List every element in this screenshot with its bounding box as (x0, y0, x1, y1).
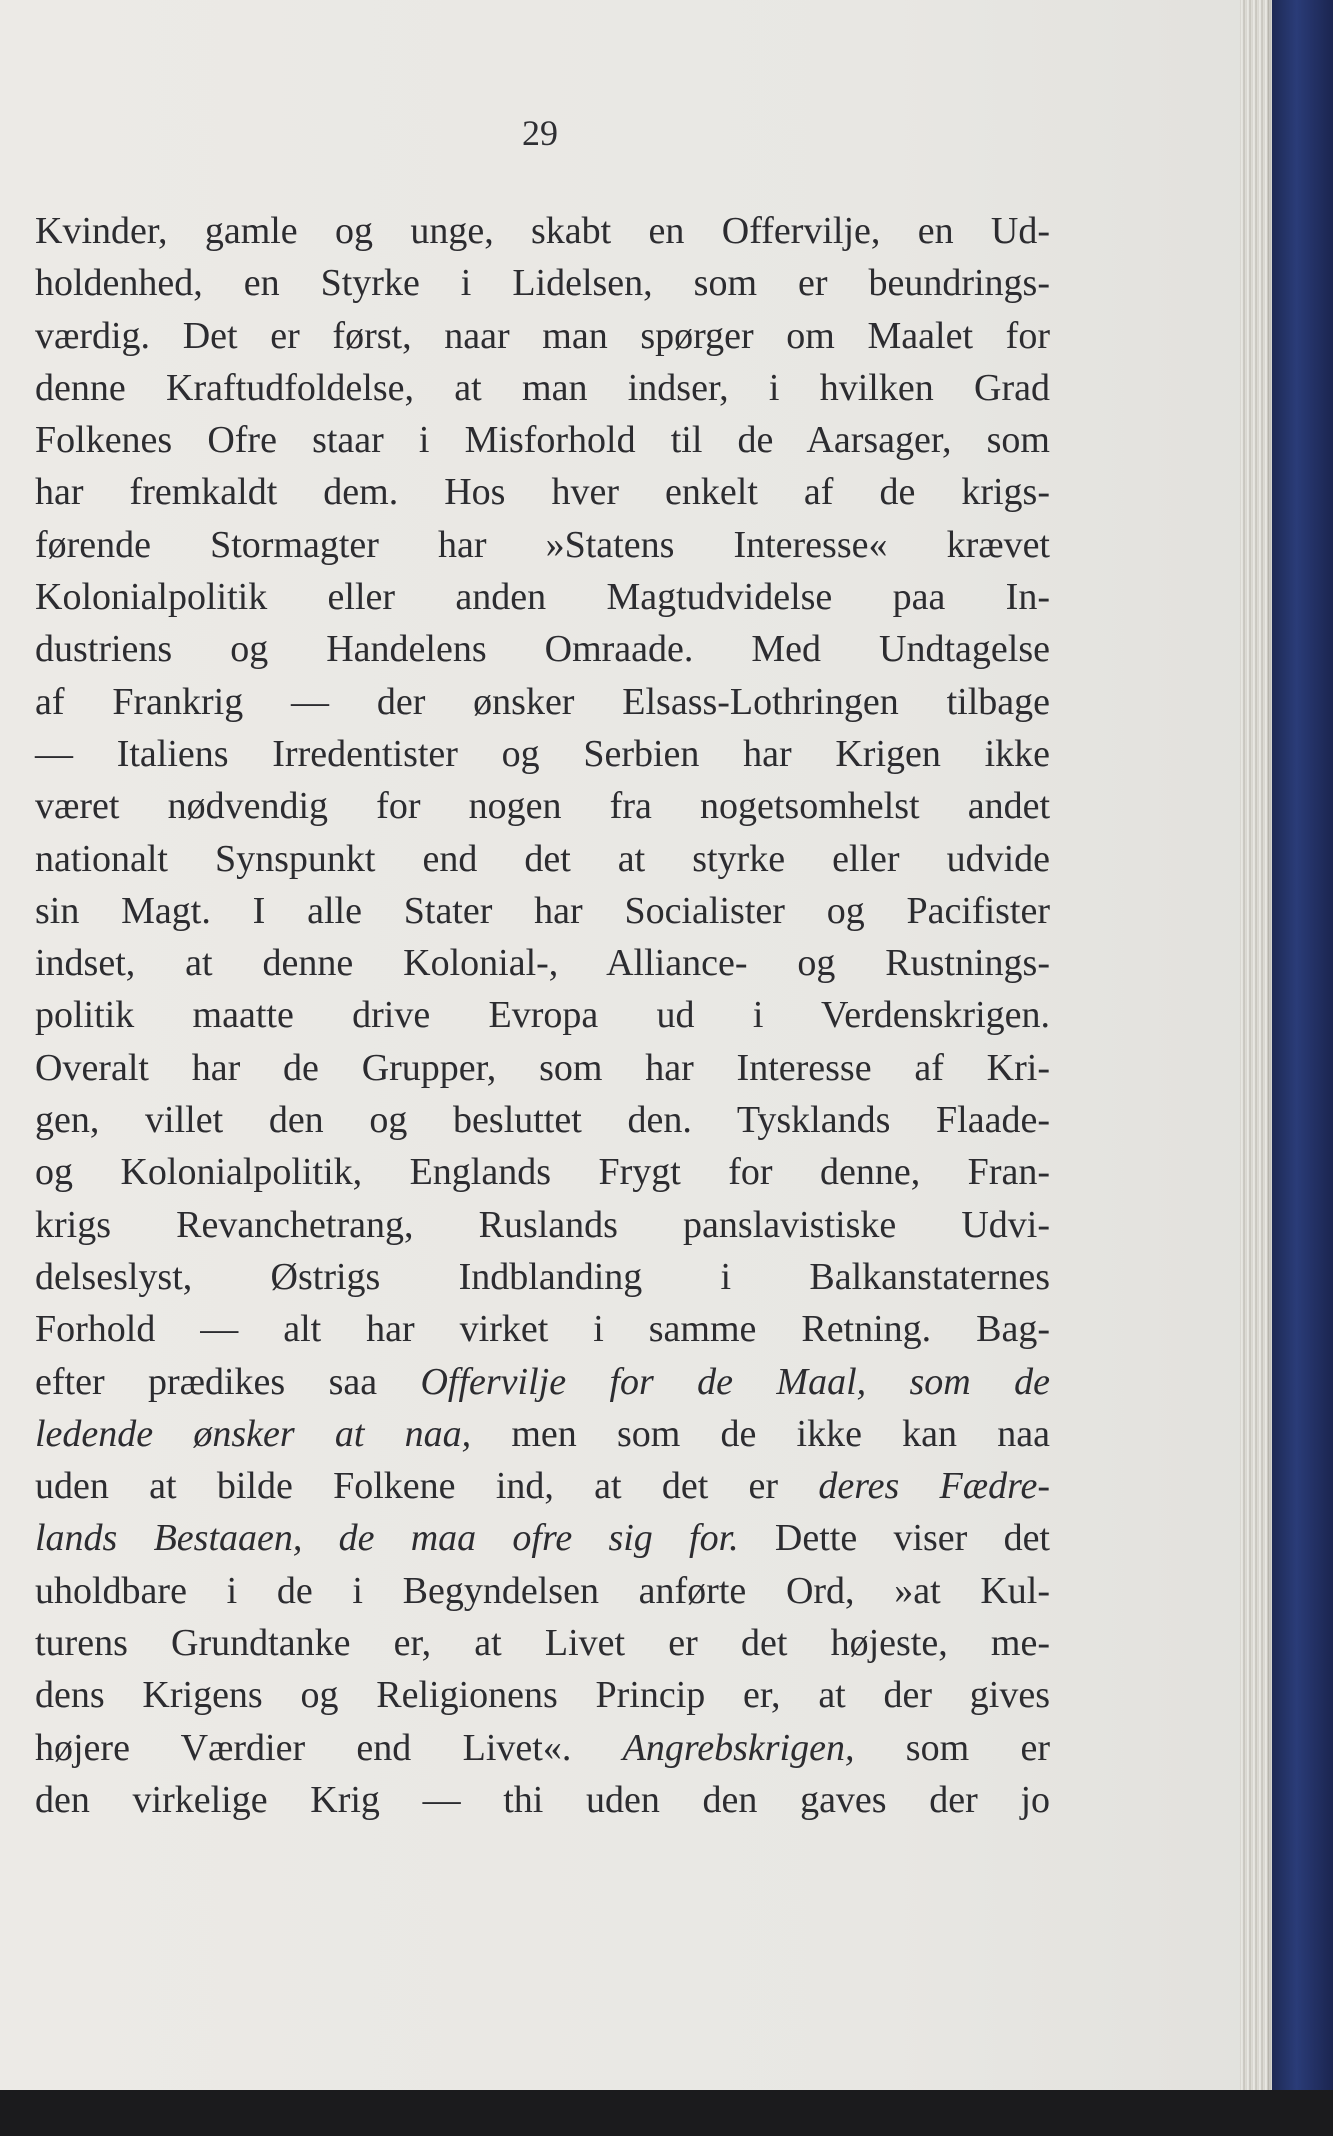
text-line: Kolonialpolitik eller anden Magtudvidelse paa In- (35, 576, 1050, 619)
italic-emphasis: lands Bestaaen, de maa ofre sig for. (35, 1517, 739, 1560)
text-line: indset, at denne Kolonial-, Alliance- og Rustnings- (35, 942, 1050, 985)
text-line: delseslyst, Østrigs Indblanding i Balkanstaternes (35, 1255, 1050, 1298)
text-line: førende Stormagter har »Statens Interesse« krævet (35, 523, 1050, 566)
italic-emphasis: Offervilje for de Maal, som de (420, 1360, 1050, 1403)
text-line: krigs Revanchetrang, Ruslands panslavistiske Udvi- (35, 1203, 1050, 1246)
line-segment: højere Værdier end Livet«. (35, 1726, 623, 1769)
text-line: — Italiens Irredentister og Serbien har Krigen ikke (35, 732, 1050, 775)
text-line: politik maatte drive Evropa ud i Verdenskrigen. (35, 994, 1050, 1037)
text-line: Folkenes Ofre staar i Misforhold til de Aarsager, som (35, 419, 1050, 462)
text-line: og Kolonialpolitik, Englands Frygt for denne, Fran- (35, 1151, 1050, 1194)
text-line-mixed (35, 1460, 1050, 1512)
italic-emphasis: Angrebskrigen, (622, 1726, 855, 1769)
line-segment: uden at bilde Folkene ind, at det er (35, 1465, 819, 1508)
text-line: denne Kraftudfoldelse, at man indser, i hvilken Grad (35, 366, 1050, 409)
text-line-mixed (35, 1356, 1050, 1408)
text-line: holdenhed, en Styrke i Lidelsen, som er beundrings- (35, 262, 1050, 305)
text-line: nationalt Synspunkt end det at styrke eller udvide (35, 837, 1050, 880)
text-line: været nødvendig for nogen fra nogetsomhelst andet (35, 785, 1050, 828)
text-line: gen, villet den og besluttet den. Tysklands Flaade- (35, 1099, 1050, 1142)
page-edges (1240, 0, 1272, 2090)
text-line: dustriens og Handelens Omraade. Med Undtagelse (35, 628, 1050, 671)
text-line: dens Krigens og Religionens Princip er, at der gives (35, 1674, 1050, 1717)
text-line: Overalt har de Grupper, som har Interesse af Kri- (35, 1046, 1050, 1089)
italic-emphasis: ledende ønsker at naa, (35, 1412, 472, 1455)
line-segment: som er (854, 1726, 1050, 1769)
line-segment: men som de ikke kan naa (471, 1412, 1050, 1455)
text-line-mixed (35, 1512, 1050, 1564)
text-line: uholdbare i de i Begyndelsen anførte Ord, »at Kul- (35, 1569, 1050, 1612)
text-line: den virkelige Krig — thi uden den gaves der jo (35, 1778, 1050, 1821)
text-line: har fremkaldt dem. Hos hver enkelt af de krigs- (35, 471, 1050, 514)
body-text (35, 205, 1050, 1826)
line-segment: efter prædikes saa (35, 1360, 421, 1403)
text-line: sin Magt. I alle Stater har Socialister og Pacifister (35, 889, 1050, 932)
italic-emphasis: deres Fædre- (818, 1465, 1050, 1508)
bottom-shadow (0, 2090, 1333, 2136)
text-line: Forhold — alt har virket i samme Retning. Bag- (35, 1308, 1050, 1351)
text-line: Kvinder, gamle og unge, skabt en Offervilje, en Ud- (35, 210, 1050, 252)
text-line: af Frankrig — der ønsker Elsass-Lothringen tilbage (35, 680, 1050, 723)
line-segment: Dette viser det (738, 1517, 1050, 1560)
text-line-mixed (35, 1408, 1050, 1460)
text-line: turens Grundtanke er, at Livet er det højeste, me- (35, 1622, 1050, 1665)
text-line-mixed (35, 1722, 1050, 1774)
book-cover-edge (1272, 0, 1333, 2136)
page-number: 29 (522, 113, 558, 153)
text-line: værdig. Det er først, naar man spørger om Maalet for (35, 314, 1050, 357)
